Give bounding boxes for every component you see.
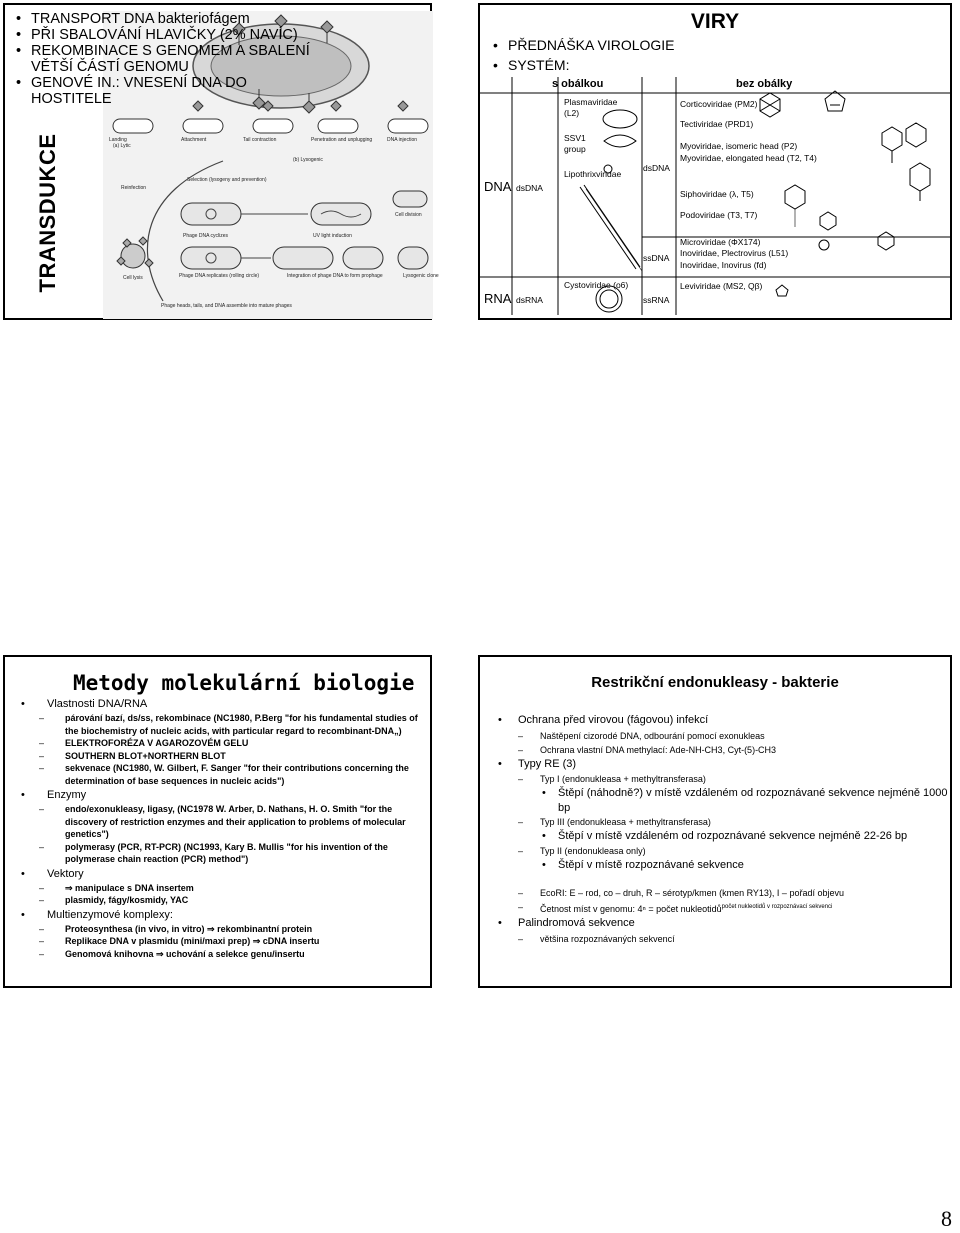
list-item-level-2: – plasmidy, fágy/kosmidy, YAC (15, 894, 427, 907)
fig-label-phage-heads: Phage heads, tails, and DNA assemble into mature phages (161, 303, 292, 309)
fig-label-attachment: Attachment (181, 137, 207, 143)
vertical-label-text: TRANSDUKCE (35, 133, 60, 293)
list-item-level-2: – Typ II (endonukleasa only) (490, 844, 950, 858)
bullet-gene-engineering: • GENOVÉ IN.: VNESENÍ DNA DO HOSTITELE (13, 75, 313, 107)
label-plasmaviridae: Plasmaviridae (564, 97, 618, 107)
fig-label-reinfection: Reinfection (121, 185, 147, 191)
transduction-vertical-label (33, 133, 63, 293)
cell-dsdna-right: dsDNA (643, 163, 670, 173)
label-cystoviridae: Cystoviridae (o6) (564, 280, 629, 290)
fig-label-tail: Tail contraction (243, 137, 277, 143)
slide-title: Restrikční endonukleasy - bakterie (591, 674, 839, 691)
page-number: 8 (941, 1206, 952, 1231)
slide-molecular-biology-methods (3, 655, 432, 988)
cell-dsdna-left: dsDNA (516, 183, 543, 193)
label-inoviridae-plectrovirus: Inoviridae, Plectrovirus (L51) (680, 248, 789, 258)
virus-classification-table (480, 77, 950, 318)
list-item-level-2: – EcoRI: E – rod, co – druh, R – sérotyp/kmen (kmen RY13), I – pořadí objevu (490, 886, 950, 900)
list-item-level-2: – endo/exonukleasy, ligasy, (NC1978 W. Arber, D. Nathans, H. O. Smith "for the discovery of restriction enzymes and their application to problems of molecular genetics") (15, 803, 427, 841)
list-item-level-3: • Štěpí (náhodně?) v místě vzdáleném od rozpoznávané sekvence nejméně 1000 bp (490, 786, 950, 815)
col-header-envelope: s obálkou (552, 78, 604, 90)
fig-label-lytic: (a) Lytic (113, 143, 131, 149)
fig-label-uv: UV light induction (313, 233, 352, 239)
list-item-level-2: – Naštěpení cizorodé DNA, odbourání pomocí exonukleas (490, 729, 950, 743)
list-item-level-2: – Četnost míst v genomu: 4ⁿ = počet nukleotidů$^{počet nukleotidů v rozpoznávací sekvenci}$ (490, 900, 950, 916)
bullet-transport: • TRANSPORT DNA bakteriofágem (13, 11, 313, 27)
list-item-level-1: • Palindromová sekvence (490, 916, 950, 932)
col-header-no-envelope: bez obálky (736, 78, 793, 90)
row-dna: DNA (484, 179, 512, 194)
cell-ssdna: ssDNA (643, 253, 670, 263)
list-item-level-2: – Typ I (endonukleasa + methyltransferasa) (490, 772, 950, 786)
list-item-level-2: – Typ III (endonukleasa + methyltransferasa) (490, 815, 950, 829)
list-item-level-1: • Vektory (15, 867, 427, 882)
list-item-level-2: – sekvenace (NC1980, W. Gilbert, F. Sanger "for their contributions concerning the determination of base sequences in nucleic acids") (15, 762, 427, 787)
label-siphoviridae: Siphoviridae (λ, T5) (680, 189, 754, 199)
fig-label-lysogenic: (b) Lysogenic (293, 157, 323, 163)
fig-label-clone: Lysogenic clone (403, 273, 439, 279)
cell-dsrna: dsRNA (516, 295, 543, 305)
fig-label-lysis: Cell lysis (123, 275, 143, 281)
fig-label-landing: Landing (109, 137, 127, 143)
list-item-level-1: • Ochrana před virovou (fágovou) infekcí (490, 713, 950, 729)
list-item-level-2: – SOUTHERN BLOT+NORTHERN BLOT (15, 750, 427, 763)
viruses-bullets (490, 35, 675, 75)
cell-ssrna: ssRNA (643, 295, 670, 305)
fig-label-integration: Integration of phage DNA to form prophage (287, 273, 383, 279)
list-item-level-1: • Enzymy (15, 788, 427, 803)
slide-restriction-endonucleases (478, 655, 952, 988)
list-item-level-2: – ⇒ manipulace s DNA insertem (15, 882, 427, 895)
label-leviviridae: Leviviridae (MS2, Qβ) (680, 281, 763, 291)
fig-label-penetration: Penetration and unplugging (311, 137, 373, 143)
label-podoviridae: Podoviridae (T3, T7) (680, 210, 758, 220)
label-myoviridae-isomeric: Myoviridae, isomeric head (P2) (680, 141, 798, 151)
label-tectiviridae: Tectiviridae (PRD1) (680, 119, 754, 129)
list-item-level-3: • Štěpí v místě vzdáleném od rozpoznávané sekvence nejméně 22-26 bp (490, 829, 950, 844)
slide-title: VIRY (690, 10, 740, 33)
label-plasmaviridae-code: (L2) (564, 108, 580, 118)
label-lipothrixviridae: Lipothrixviridae (564, 169, 622, 179)
transduction-bullets (13, 11, 313, 107)
list-item-level-2: – párování bazí, ds/ss, rekombinace (NC1980, P.Berg "for his fundamental studies of the biochemistry of nucleic acids, with particular regard to recombinant-DNA„) (15, 712, 427, 737)
methods-list (15, 697, 427, 960)
bullet-lecture: • PŘEDNÁŠKA VIROLOGIE (490, 35, 675, 55)
label-corticoviridae: Corticoviridae (PM2) (680, 99, 758, 109)
slide-title: Metody molekulární biologie (73, 671, 415, 695)
list-item-level-2: – polymerasy (PCR, RT-PCR) (NC1993, Kary B. Mullis "for his invention of the polymerase chain reaction (PCR) method") (15, 841, 427, 866)
list-item-level-3: • Štěpí v místě rozpoznávané sekvence (490, 858, 950, 873)
list-item-level-2: – Replikace DNA v plasmidu (mini/maxi prep) ⇒ cDNA insertu (15, 935, 427, 948)
list-item-level-2: – Proteosynthesa (in vivo, in vitro) ⇒ rekombinantní protein (15, 923, 427, 936)
label-microviridae: Microviridae (ΦX174) (680, 237, 761, 247)
list-item-level-1: • Vlastnosti DNA/RNA (15, 697, 427, 712)
superscript-note: počet nukleotidů v rozpoznávací sekvenci (721, 904, 833, 910)
fig-label-replicates: Phage DNA replicates (rolling circle) (179, 273, 260, 279)
slide-viruses (478, 3, 952, 320)
bullet-packaging: • PŘI SBALOVÁNÍ HLAVIČKY (2% NAVÍC) (13, 27, 313, 43)
list-item-level-1: • Multienzymové komplexy: (15, 908, 427, 923)
label-myoviridae-elongated: Myoviridae, elongated head (T2, T4) (680, 153, 817, 163)
list-item-level-2: – ELEKTROFORÉZA V AGAROZOVÉM GELU (15, 737, 427, 750)
label-inoviridae-inovirus: Inoviridae, Inovirus (fd) (680, 260, 767, 270)
label-ssv1: SSV1 (564, 133, 586, 143)
restriction-list-part-b (490, 886, 950, 946)
list-item-level-1: • Typy RE (3) (490, 757, 950, 773)
list-item-level-2: – Genomová knihovna ⇒ uchování a selekce genu/insertu (15, 948, 427, 961)
fig-label-injection: DNA injection (387, 137, 418, 143)
list-item-level-2: – většina rozpoznávaných sekvencí (490, 932, 950, 946)
restriction-list (490, 713, 950, 946)
slide-transduction (3, 3, 439, 320)
list-item-level-2: – Ochrana vlastní DNA methylací: Ade-NH-CH3, Cyt-(5)-CH3 (490, 743, 950, 757)
fig-label-selection: Selection (lysogeny and prevention) (187, 177, 267, 183)
label-group: group (564, 144, 586, 154)
restriction-list-part-a (490, 713, 950, 872)
fig-label-cell-division: Cell division (395, 212, 422, 218)
row-rna: RNA (484, 291, 512, 306)
bullet-recombination: • REKOMBINACE S GENOMEM A SBALENÍ VĚTŠÍ ČÁSTÍ GENOMU (13, 43, 313, 75)
bullet-system: • SYSTÉM: (490, 55, 675, 75)
fig-label-cyclizes: Phage DNA cyclizes (183, 233, 229, 239)
